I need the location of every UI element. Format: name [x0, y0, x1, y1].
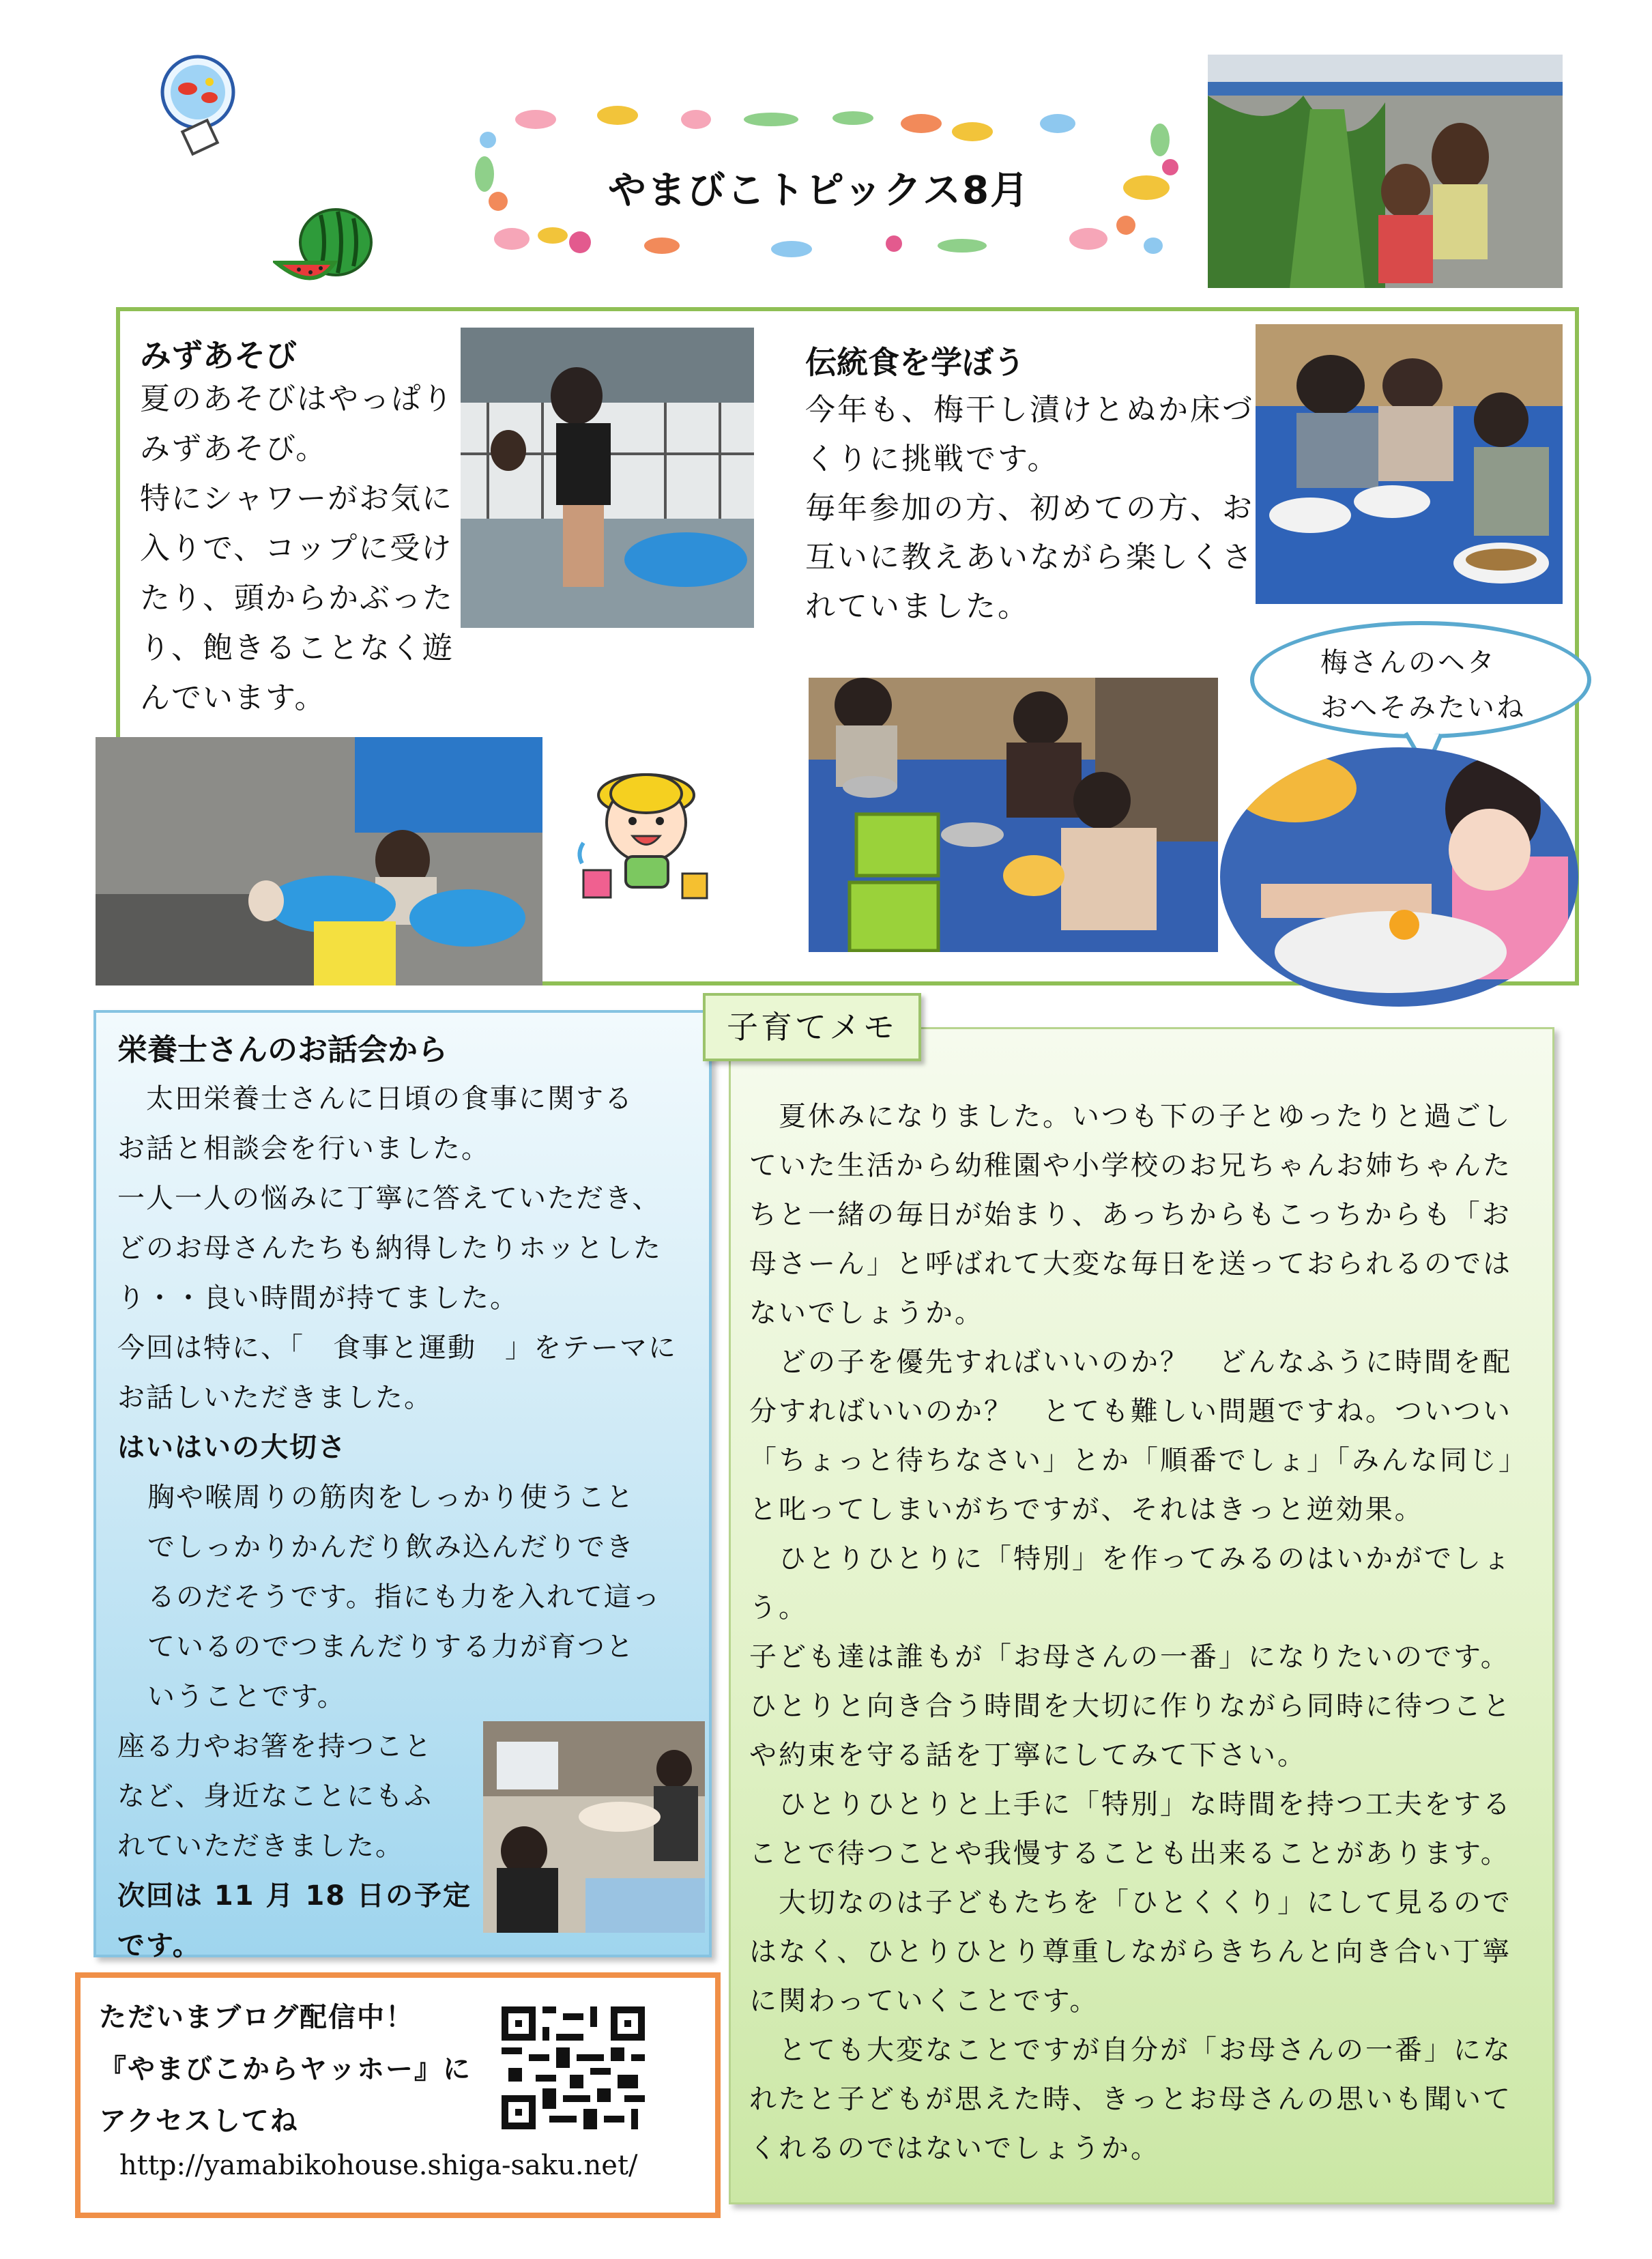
memo-line: や約束を守る話を丁寧にしてみて下さい。	[749, 1740, 1307, 1771]
photo-umeboshi-mothers	[809, 678, 1218, 952]
nutrition-line: 太田栄養士さんに日頃の食事に関する	[117, 1083, 633, 1114]
nutrition-subtitle: はいはいの大切さ	[117, 1432, 347, 1463]
dentou-line: くりに挑戦です。	[805, 442, 1060, 476]
memo-line: ことで待つことや我慢することも出来ることがあります。	[749, 1838, 1510, 1869]
nutrition-sub-line: るのだそうです。指にも力を入れて這っ	[147, 1581, 661, 1613]
memo-line: 子ども達は誰もが「お母さんの一番」になりたいのです。	[749, 1641, 1510, 1673]
memo-line: 大切なのは子どもたちを「ひとくくり」にして見るので	[749, 1887, 1512, 1918]
dentou-title: 伝統食を学ぼう	[805, 344, 1025, 381]
memo-line: 夏休みになりました。いつも下の子とゆったりと過ごし	[749, 1101, 1512, 1132]
dentou-line: 互いに教えあいながら楽しくさ	[805, 540, 1254, 575]
nutrition-sub-line: いうことです。	[147, 1681, 346, 1712]
memo-tag: 子育てメモ	[703, 993, 921, 1061]
memo-line: くれるのではないでしょうか。	[749, 2133, 1160, 2164]
nutrition-line: お話しいただきました。	[117, 1382, 433, 1413]
photo-nukadoko-mothers	[1256, 324, 1563, 604]
uchiwa-fan-icon	[147, 51, 249, 160]
nutrition-line: り・・良い時間が持てました。	[117, 1282, 519, 1314]
nutrition-sub-line: 胸や喉周りの筋肉をしっかり使うこと	[147, 1482, 635, 1513]
dentou-line: 今年も、梅干し漬けとぬか床づ	[805, 392, 1254, 427]
nutrition-next2: です。	[117, 1930, 201, 1961]
blog-line: ただいまブログ配信中！	[99, 2002, 414, 2033]
mizu-line: り、飽きることなく遊	[140, 631, 454, 665]
bubble-line: おへそみたいね	[1320, 692, 1526, 723]
memo-line: ないでしょうか。	[749, 1297, 984, 1329]
mizu-title: みずあそび	[140, 337, 297, 374]
blog-line: 『やまびこからヤッホー』に	[99, 2054, 472, 2085]
mizu-line: んでいます。	[140, 680, 326, 715]
memo-line: ひとりひとりに「特別」を作ってみるのはいかがでしょ	[749, 1543, 1512, 1574]
blog-url-link[interactable]: http://yamabikohouse.shiga-saku.net/	[119, 2150, 638, 2181]
mizu-line: 特にシャワーがお気に	[140, 481, 454, 516]
mizu-line: たり、頭からかぶった	[140, 581, 454, 616]
memo-line: 「ちょっと待ちなさい」とか「順番でしょ」「みんな同じ」	[749, 1445, 1528, 1476]
memo-line: と叱ってしまいがちですが、それはきっと逆効果。	[749, 1494, 1424, 1525]
boy-with-hat-illustration	[570, 754, 723, 908]
memo-line: に関わっていくことです。	[749, 1985, 1099, 2017]
nutrition-title: 栄養士さんのお話会から	[117, 1033, 448, 1067]
photo-girl-umeboshi	[1220, 747, 1578, 1007]
nutrition-tail-line: 座る力やお箸を持つこと	[117, 1731, 433, 1762]
nutrition-tail-line: れていただきました。	[117, 1830, 404, 1862]
memo-line: とても大変なことですが自分が「お母さんの一番」にな	[749, 2034, 1512, 2066]
memo-line: ひとりひとりと上手に「特別」な時間を持つ工夫をする	[749, 1789, 1512, 1820]
memo-line: どの子を優先すればいいのか？ どんなふうに時間を配	[749, 1347, 1512, 1378]
qr-code-icon[interactable]	[502, 2006, 645, 2129]
nutrition-line: 一人一人の悩みに丁寧に答えていただき、	[117, 1183, 661, 1214]
mizu-line: 夏のあそびはやっぱり	[140, 382, 454, 416]
memo-line: 分すればいいのか？ とても難しい問題ですね。ついつい	[749, 1396, 1512, 1427]
memo-line: ていた生活から幼稚園や小学校のお兄ちゃんお姉ちゃんた	[749, 1150, 1512, 1181]
memo-line: う。	[749, 1592, 808, 1624]
nutrition-line: お話と相談会を行いました。	[117, 1133, 490, 1164]
dentou-line: れていました。	[805, 589, 1030, 624]
dentou-body	[805, 386, 1254, 631]
mizu-line: 入りで、コップに受け	[140, 531, 453, 566]
nutrition-line: 今回は特に、「 食事と運動 」をテーマに	[117, 1332, 677, 1364]
photo-water-play-boy	[461, 328, 754, 628]
blog-line: アクセスしてね	[99, 2105, 299, 2137]
bubble-line: 梅さんのヘタ	[1320, 647, 1496, 678]
memo-line: ちと一緒の毎日が始まり、あっちからもこっちからも「お	[749, 1199, 1511, 1231]
nutrition-tail-line: など、身近なことにもふ	[117, 1781, 433, 1812]
nutrition-sub-line: でしっかりかんだり飲み込んだりでき	[147, 1531, 635, 1563]
bubble-text	[1320, 640, 1526, 730]
watermelon-icon	[273, 201, 382, 297]
mizu-body	[140, 374, 454, 723]
mizu-line: みずあそび。	[140, 431, 328, 466]
memo-line: ひとりと向き合う時間を大切に作りながら同時に待つこと	[749, 1690, 1512, 1722]
memo-line: れたと子どもが思えた時、きっとお母さんの思いも聞いて	[749, 2084, 1512, 2115]
nutrition-sub-line: ているのでつまんだりする力が育つと	[147, 1631, 635, 1663]
memo-body	[749, 1092, 1528, 2173]
page-title: やまびこトピックス8月	[607, 169, 1030, 213]
nutrition-next: 次回は 11 月 18 日の予定	[117, 1880, 472, 1912]
memo-line: はなく、ひとりひとり尊重しながらきちんと向き合い丁寧	[749, 1936, 1512, 1968]
photo-children-vine	[1208, 55, 1563, 288]
blog-text	[99, 1991, 472, 2147]
photo-nutrition-talk	[483, 1721, 705, 1933]
nutrition-line: どのお母さんたちも納得したりホッとした	[117, 1233, 662, 1264]
photo-pool-play	[96, 737, 542, 985]
dentou-line: 毎年参加の方、初めての方、お	[805, 491, 1254, 526]
memo-line: 母さーん」と呼ばれて大変な毎日を送っておられるのでは	[749, 1248, 1512, 1280]
